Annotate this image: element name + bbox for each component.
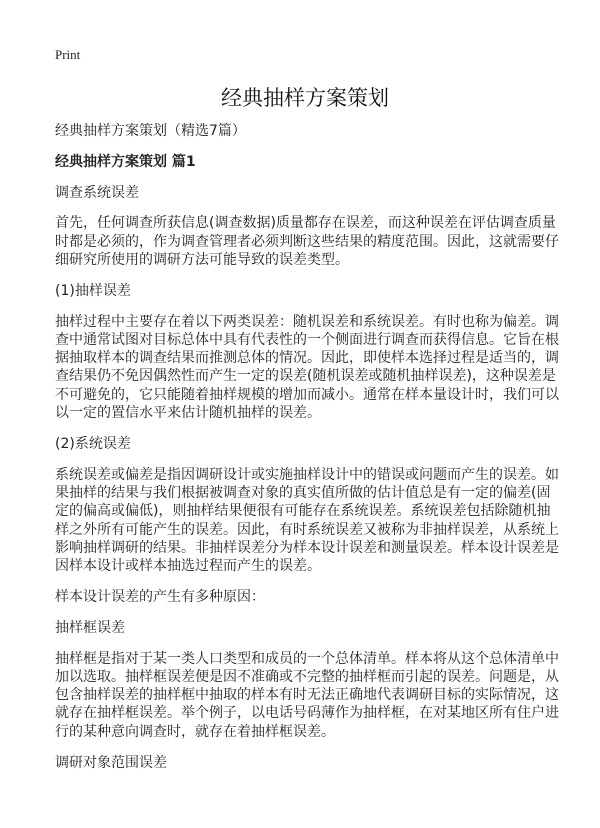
text-line: 调查系统误差 (55, 184, 139, 201)
paragraph (55, 214, 559, 269)
subheading (55, 435, 555, 453)
section-heading: 经典抽样方案策划 篇1 (55, 153, 196, 170)
text-line: 行的某种意向调查时，就存在着抽样框误差。 (55, 723, 335, 740)
subheading (55, 588, 555, 606)
document-subtitle: 经典抽样方案策划（精选7篇） (55, 123, 246, 139)
print-label: Print (55, 47, 81, 62)
text-line: 不可避免的，它只能随着抽样规模的增加而减小。通常在样本量设计时，我们可以 (55, 386, 559, 403)
text-line: 样之外所有可能产生的误差。因此，有时系统误差又被称为非抽样误差，从系统上 (55, 521, 559, 538)
text-line: 抽样框是指对于某一类人口类型和成员的一个总体清单。样本将从这个总体清单中 (55, 650, 559, 667)
text-line: 细研究所使用的调研方法可能导致的误差类型。 (55, 251, 349, 268)
paragraph (55, 466, 559, 576)
subheading (55, 619, 555, 637)
paragraph (55, 313, 559, 423)
document-body (55, 184, 559, 772)
text-line: 影响抽样调研的结果。非抽样误差分为样本设计误差和测量误差。样本设计误差是 (55, 539, 559, 556)
paragraph (55, 650, 559, 741)
text-line: 样本设计误差的产生有多种原因： (55, 588, 265, 605)
text-line: 查中通常试图对目标总体中具有代表性的一个侧面进行调查而获得信息。它旨在根 (55, 331, 559, 348)
text-line: 查结果仍不免因偶然性而产生一定的误差(随机误差或随机抽样误差)，这种误差是 (55, 368, 556, 385)
text-line: 加以选取。抽样框误差便是因不准确或不完整的抽样框而引起的误差。问题是，从 (55, 668, 559, 685)
document-page (55, 46, 559, 784)
subheading (55, 754, 555, 772)
text-line: (2)系统误差 (55, 435, 131, 452)
subheading (55, 282, 555, 300)
text-line: 首先，任何调查所获信息(调查数据)质量都存在误差，而这种误差在评估调查质量 (55, 215, 556, 232)
text-line: 因样本设计或样本抽选过程而产生的误差。 (55, 558, 321, 575)
text-line: 定的偏高或偏低)，则抽样结果便很有可能存在系统误差。系统误差包括除随机抽 (55, 503, 551, 520)
text-line: 抽样过程中主要存在着以下两类误差：随机误差和系统误差。有时也称为偏差。调 (55, 313, 559, 330)
text-line: 包含抽样误差的抽样框中抽取的样本有时无法正确地代表调研目标的实际情况，这 (55, 687, 559, 704)
text-line: 时都是必须的，作为调查管理者必须判断这些结果的精度范围。因此，这就需要仔 (55, 233, 559, 250)
text-line: 以一定的置信水平来估计随机抽样的误差。 (55, 405, 321, 422)
text-line: 抽样框误差 (55, 619, 125, 636)
text-line: 果抽样的结果与我们根据被调查对象的真实值所做的估计值总是有一定的偏差(固 (55, 484, 551, 501)
text-line: 系统误差或偏差是指因调研设计或实施抽样设计中的错误或问题而产生的误差。如 (55, 466, 559, 483)
text-line: 调研对象范围误差 (55, 754, 167, 771)
document-title: 经典抽样方案策划 (221, 86, 389, 110)
text-line: (1)抽样误差 (55, 282, 131, 299)
subheading (55, 184, 555, 202)
text-line: 据抽取样本的调查结果而推测总体的情况。因此，即使样本选择过程是适当的，调 (55, 350, 559, 367)
text-line: 就存在抽样框误差。举个例子，以电话号码薄作为抽样框，在对某地区所有住户进 (55, 705, 559, 722)
